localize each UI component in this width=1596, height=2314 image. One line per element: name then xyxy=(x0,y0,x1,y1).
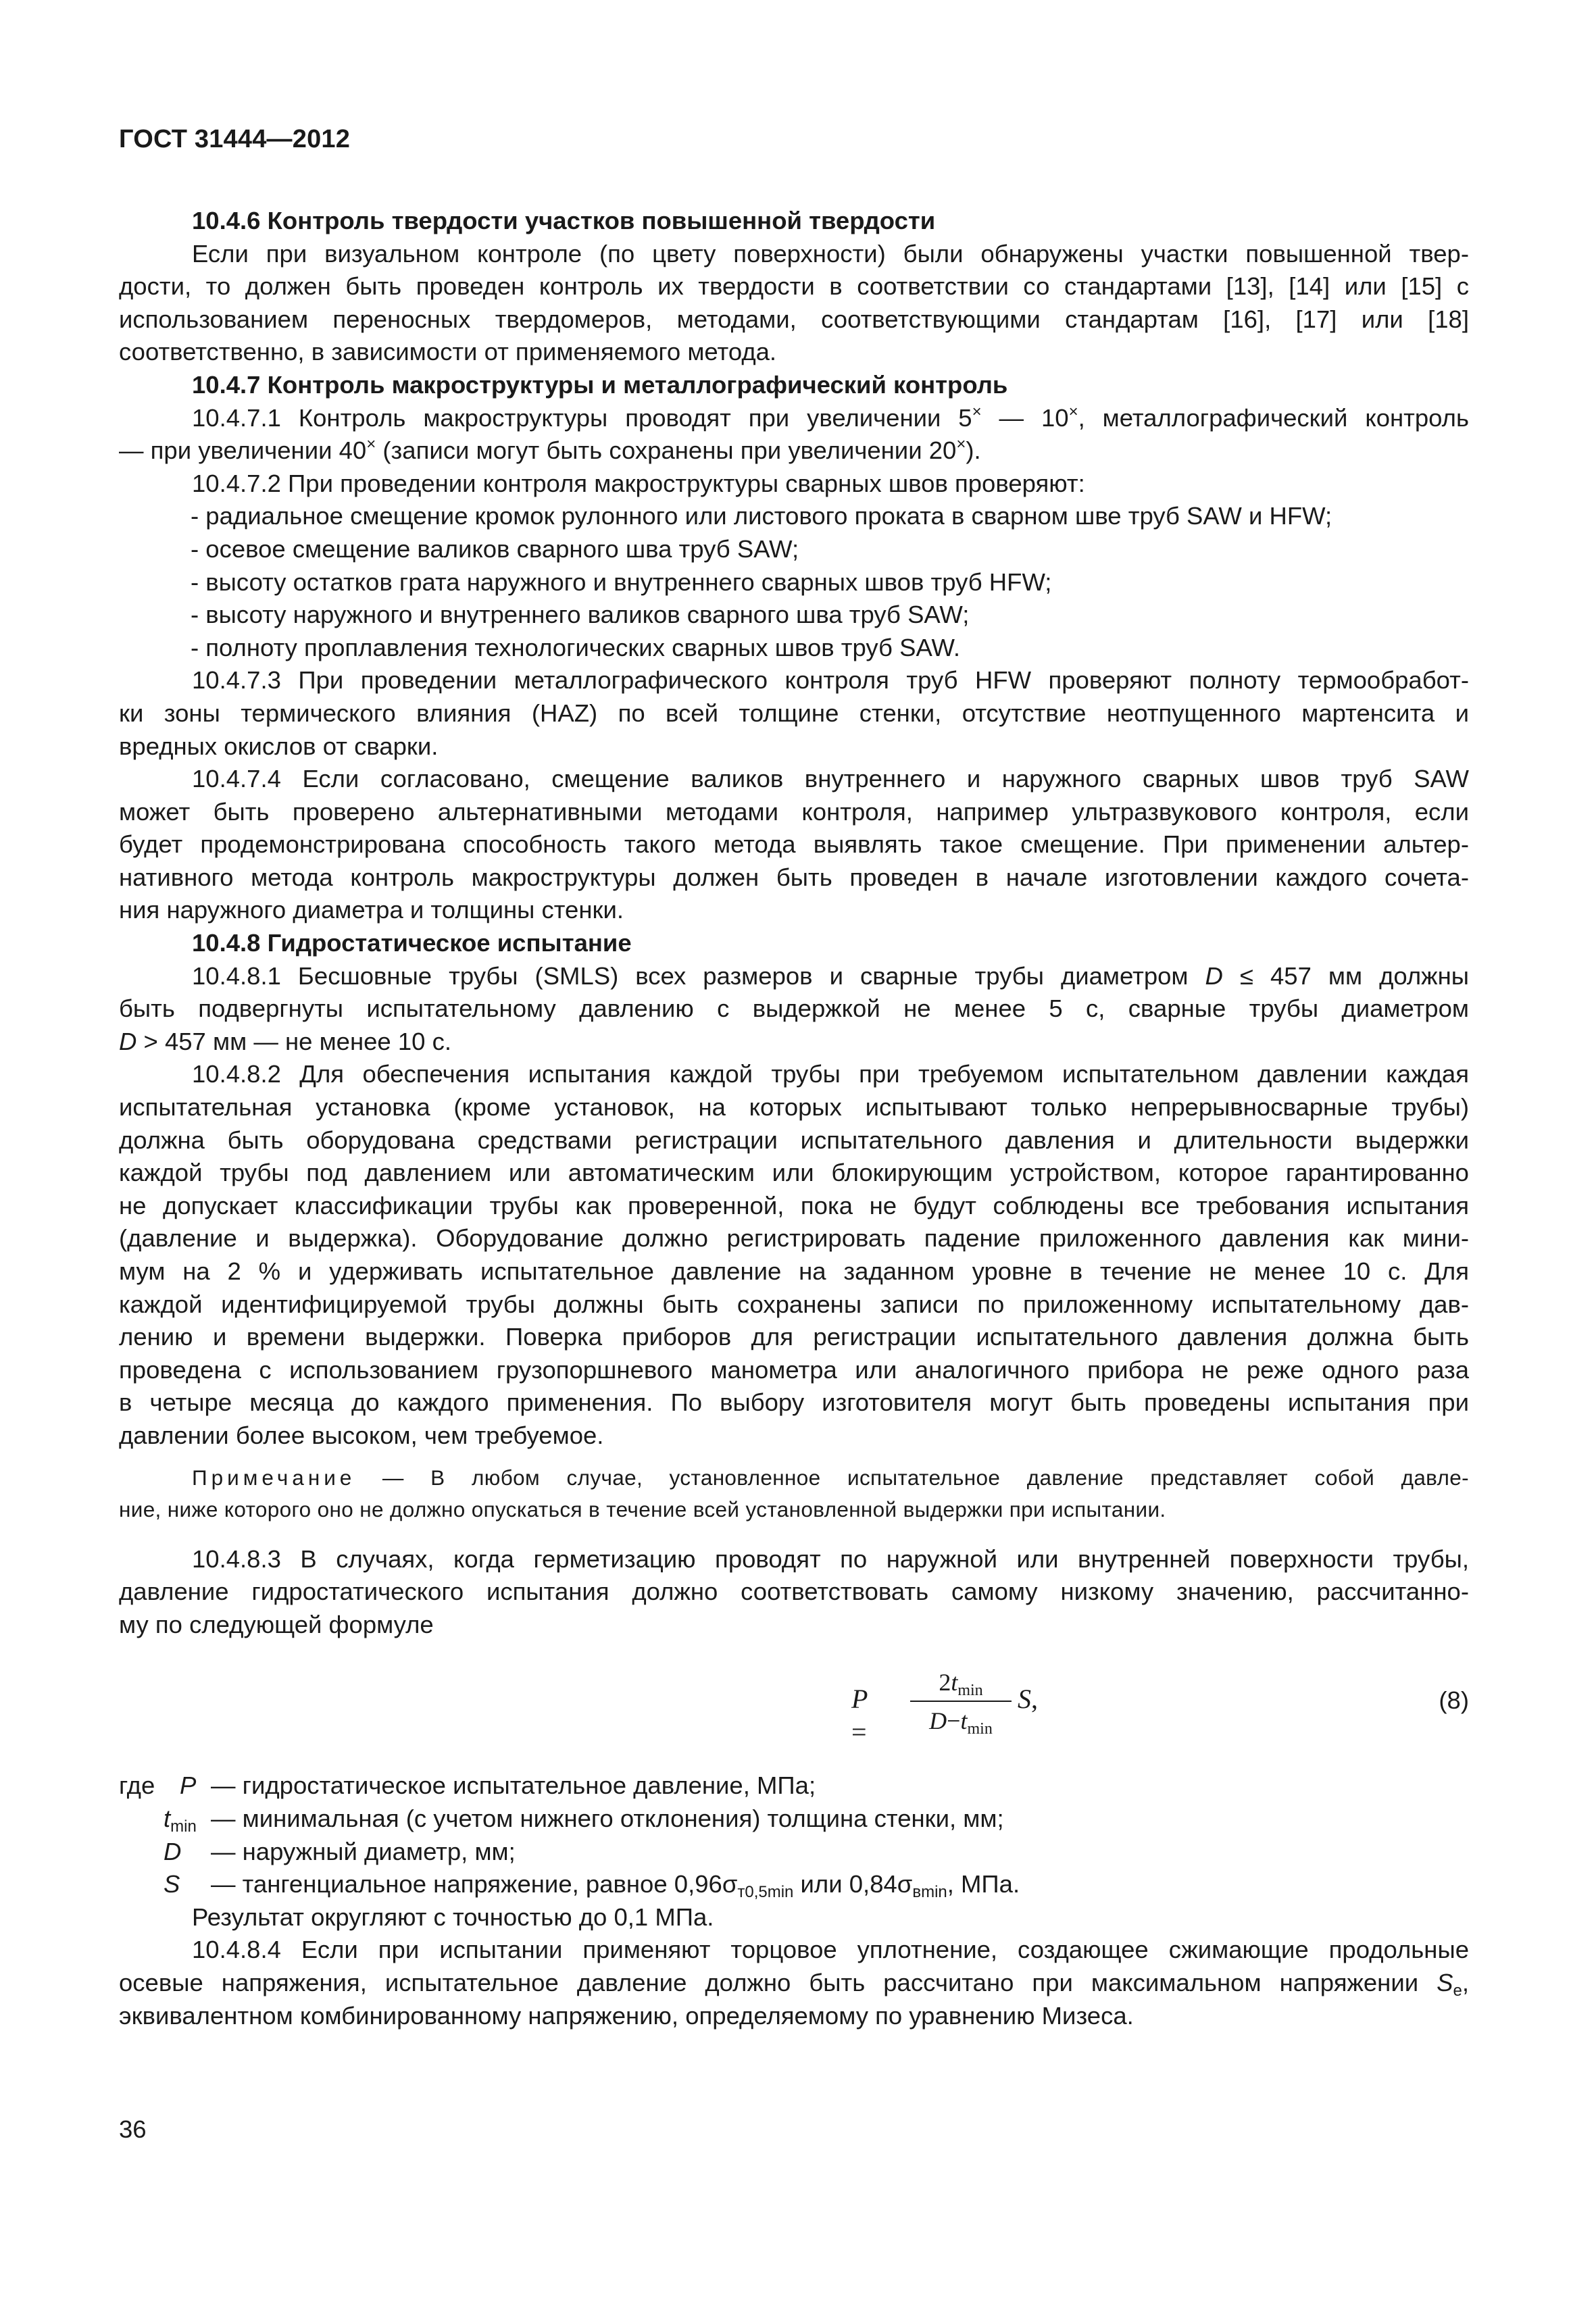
text-line: Результат округляют с точностью до 0,1 МПа. xyxy=(192,1903,714,1931)
note-label: Примечание xyxy=(192,1465,356,1490)
text-line: D > 457 мм — не менее 10 с. xyxy=(119,1027,451,1055)
list-item: - высоту остатков грата наружного и внутреннего сварных швов труб HFW; xyxy=(191,568,1052,596)
text-line: 10.4.8.1 Бесшовные трубы (SMLS) всех размеров и сварные трубы диаметром D ≤ 457 мм должны xyxy=(192,961,1469,990)
text-line: дости, то должен быть проведен контроль их твердости в соответствии со стандартами [13], [14] или [15] с xyxy=(119,272,1469,301)
text-line: 10.4.7.1 Контроль макроструктуры проводят при увеличении 5× — 10×, металлографический контроль xyxy=(192,402,1469,432)
text-line: — при увеличении 40× (записи могут быть сохранены при увеличении 20×). xyxy=(119,435,981,465)
list-item: - высоту наружного и внутреннего валиков сварного шва труб SAW; xyxy=(191,601,970,629)
text-line: должна быть оборудована средствами регистрации испытательного давления и длительности выдержки xyxy=(119,1126,1469,1154)
text-line: 10.4.8.2 Для обеспечения испытания каждой трубы при требуемом испытательном давлении каждая xyxy=(192,1060,1469,1088)
text-line: 10.4.7.4 Если согласовано, смещение валиков внутреннего и наружного сварных швов труб SAW xyxy=(192,765,1469,793)
text-line: не допускает классификации трубы как проверенной, пока не будут соблюдены все требования испытания xyxy=(119,1191,1469,1219)
text-line: мум на 2 % и удерживать испытательное давление на заданном уровне в течение не менее 10 с. Для xyxy=(119,1257,1469,1285)
text-line: соответственно, в зависимости от применяемого метода. xyxy=(119,338,777,366)
definition-row: D — наружный диаметр, мм; xyxy=(164,1837,516,1865)
text-line: давлении более высоком, чем требуемое. xyxy=(119,1421,604,1449)
list-item: - полноту проплавления технологических сварных швов труб SAW. xyxy=(191,633,961,661)
formula-8: P = $2t_{min}$ $D-t_{min}$ S, (8) xyxy=(119,1641,1469,1769)
text-line: 10.4.8.3 В случаях, когда герметизацию проводят по наружной или внутренней поверхности трубы, xyxy=(192,1544,1469,1573)
text-line: эквивалентном комбинированному напряжению, определяемому по уравнению Мизеса. xyxy=(119,2001,1134,2030)
text-line: му по следующей формуле xyxy=(119,1610,434,1638)
section-heading-10-4-6: 10.4.6 Контроль твердости участков повышенной твердости xyxy=(192,207,936,234)
text-line: вредных окислов от сварки. xyxy=(119,732,439,760)
text-line: 10.4.7.2 При проведении контроля макроструктуры сварных швов проверяют: xyxy=(192,469,1085,497)
text-line: лению и времени выдержки. Поверка приборов для регистрации испытательного давления должна быть xyxy=(119,1323,1469,1351)
text-line: 10.4.8.4 Если при испытании применяют торцовое уплотнение, создающее сжимающие продольные xyxy=(192,1936,1469,1964)
page-number: 36 xyxy=(119,2115,147,2143)
section-heading-10-4-7: 10.4.7 Контроль макроструктуры и металлографический контроль xyxy=(192,370,1008,399)
text-line: может быть проверено альтернативными методами контроля, например ультразвукового контроля, если xyxy=(119,797,1469,826)
document-code: ГОСТ 31444—2012 xyxy=(119,125,351,153)
note: Примечание — В любом случае, установленное испытательное давление представляет собой давле- xyxy=(192,1465,1469,1490)
text-line: 10.4.7.3 При проведении металлографического контроля труб HFW проверяют полноту термообработ- xyxy=(192,666,1469,695)
text-line: нативного метода контроль макроструктуры должен быть проведен в начале изготовлении каждого сочета- xyxy=(119,863,1469,891)
text-line: каждой идентифицируемой трубы должны быть сохранены записи по приложенному испытательному дав- xyxy=(119,1290,1469,1318)
list-item: - осевое смещение валиков сварного шва труб SAW; xyxy=(191,534,799,563)
text-line: испытательная установка (кроме установок, на которых испытывают только непрерывносварные трубы) xyxy=(119,1093,1469,1122)
text-line: Если при визуальном контроле (по цвету поверхности) были обнаружены участки повышенной твер- xyxy=(192,239,1469,268)
variable-definitions xyxy=(119,1769,1469,1901)
text-line: осевые напряжения, испытательное давление должно быть рассчитано при максимальном напряжении $S_e$, xyxy=(119,1968,1469,2000)
main-text xyxy=(119,205,1469,2032)
note-line: ние, ниже которого оно не должно опускаться в течение всей установленной выдержки при испытании. xyxy=(119,1496,1166,1521)
definition-row: $t_{min}$ — минимальная (с учетом нижнего отклонения) толщина стенки, мм; xyxy=(164,1804,1004,1836)
text-line: (давление и выдержка). Оборудование должно регистрировать падение приложенного давления как мини- xyxy=(119,1224,1469,1253)
formula-number: (8) xyxy=(1439,1686,1469,1715)
text-line: давление гидростатического испытания должно соответствовать самому низкому значению, рассчитанно- xyxy=(119,1578,1469,1606)
text-line: в четыре месяца до каждого применения. По выбору изготовителя могут быть проведены испытания при xyxy=(119,1388,1469,1417)
formula-fraction: $2t_{min}$ $D-t_{min}$ xyxy=(908,1664,1014,1740)
text-line: будет продемонстрирована способность такого метода выявлять такое смещение. При применении альтер- xyxy=(119,830,1469,859)
section-heading-10-4-8: 10.4.8 Гидростатическое испытание xyxy=(192,929,632,957)
definition-row: S — тангенциальное напряжение, равное $0,96\sigma_{т0,5min}$ или $0,84\sigma_{вmin}$, МПа. xyxy=(164,1870,1020,1902)
text-line: ки зоны термического влияния (HAZ) по всей толщине стенки, отсутствие неотпущенного мартенсита и xyxy=(119,699,1469,727)
list-item: - радиальное смещение кромок рулонного или листового проката в сварном шве труб SAW и HFW; xyxy=(191,502,1332,530)
text-line: проведена с использованием грузопоршневого манометра или аналогичного прибора не реже одного раза xyxy=(119,1355,1469,1384)
text-line: каждой трубы под давлением или автоматическим или блокирующим устройством, которое гарантированно xyxy=(119,1159,1469,1187)
definition-row: где P — гидростатическое испытательное давление, МПа; xyxy=(119,1771,816,1800)
text-line: быть подвергнуты испытательному давлению с выдержкой не менее 5 с, сварные трубы диаметром xyxy=(119,995,1469,1023)
text-line: ния наружного диаметра и толщины стенки. xyxy=(119,896,624,924)
text-line: использованием переносных твердомеров, методами, соответствующими стандартам [16], [17] или [18] xyxy=(119,305,1469,333)
